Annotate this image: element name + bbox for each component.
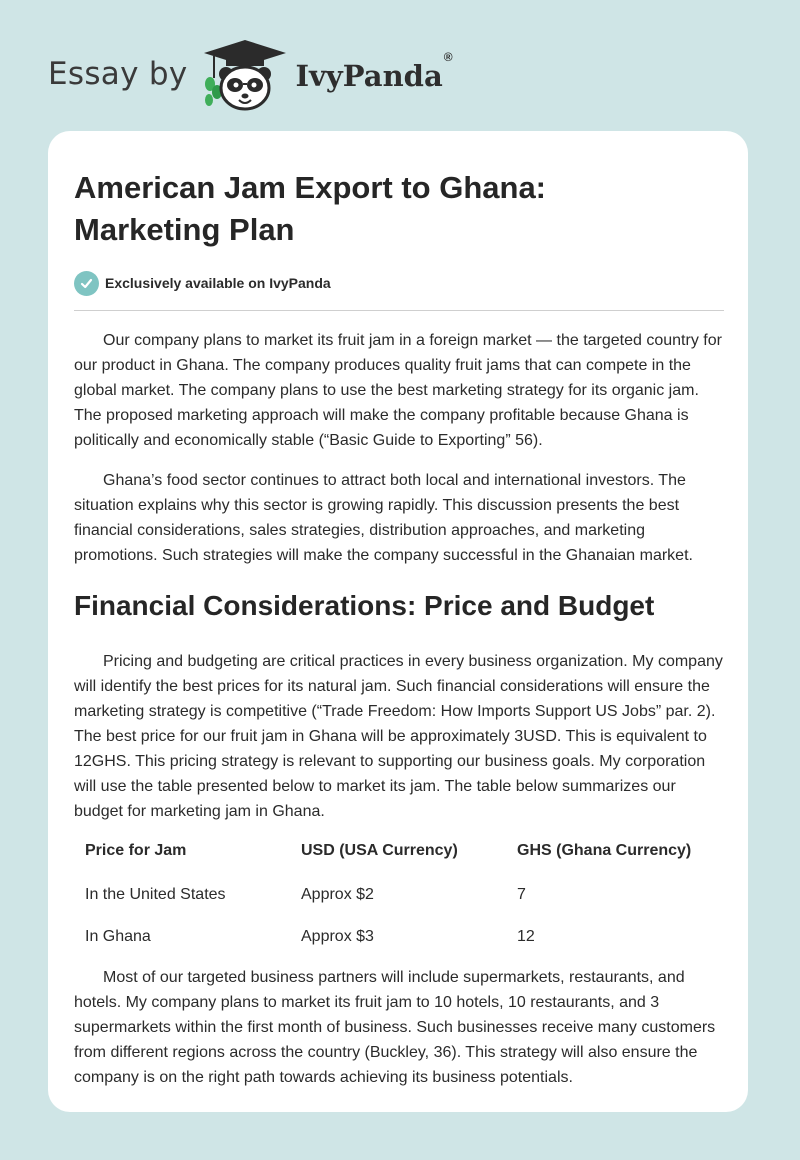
table-cell: In the United States	[85, 886, 226, 903]
check-circle-icon	[74, 271, 99, 296]
table-header-row	[74, 842, 724, 874]
essay-by-label: Essay by	[48, 56, 188, 92]
table-row	[74, 874, 724, 916]
paragraph-food-sector: Ghana’s food sector continues to attract both local and international investors. The situation explains why this sector is growing rapidly. This discussion presents the best financial considerations, sales strategies, distribution approaches, and marketing promotions. Such strategies will make the company successful in the Ghanaian market.	[74, 472, 693, 564]
exclusive-text: Exclusively available on IvyPanda	[105, 275, 331, 291]
table-cell: 7	[517, 886, 526, 903]
table-cell: In Ghana	[85, 928, 151, 945]
table-header-cell: GHS (Ghana Currency)	[517, 842, 692, 859]
panda-logo-icon	[202, 36, 288, 112]
essay-content	[74, 167, 724, 1090]
divider	[74, 310, 724, 311]
section-heading: Financial Considerations: Price and Budget	[74, 590, 655, 621]
site-header	[48, 34, 453, 114]
paragraph-partners: Most of our targeted business partners will include supermarkets, restaurants, and hotels. My company plans to market its fruit jam to 10 hotels, 10 restaurants, and 3 supermarkets within the first month of business. Such businesses receive many customers from different regions across the country (Buckley, 36). This strategy will also ensure the company is on the right path towards achieving its business potentials.	[74, 969, 716, 1086]
table-row	[74, 916, 724, 958]
table-header-cell: USD (USA Currency)	[301, 842, 458, 859]
table-header-cell: Price for Jam	[85, 842, 187, 859]
price-table	[74, 842, 724, 958]
registered-mark: ®	[443, 50, 453, 65]
paragraph-intro: Our company plans to market its fruit jam in a foreign market — the targeted country for our product in Ghana. The company produces quality fruit jams that can compete in the global market. The company plans to use the best marketing strategy for its organic jam. The proposed marketing approach will make the company profitable because Ghana is politically and economically stable (“Basic Guide to Exporting” 56).	[74, 332, 722, 449]
table-cell: Approx $2	[301, 886, 374, 903]
table-cell: Approx $3	[301, 928, 374, 945]
brand-name: IvyPanda®	[295, 50, 453, 93]
page-title	[74, 167, 724, 251]
exclusive-badge	[74, 270, 724, 296]
title-line-1: American Jam Export to Ghana:	[74, 170, 547, 205]
title-line-2: Marketing Plan	[74, 212, 295, 247]
essay-card	[48, 131, 748, 1112]
paragraph-pricing: Pricing and budgeting are critical practices in every business organization. My company will identify the best prices for its natural jam. Such financial considerations will ensure the marketing strategy is competitive (“Trade Freedom: How Imports Support US Jobs” par. 2). The best price for our fruit jam in Ghana will be approximately 3USD. This is equivalent to 12GHS. This pricing strategy is relevant to supporting our business goals. My corporation will use the table presented below to market its jam. The table below summarizes our budget for marketing jam in Ghana.	[74, 653, 723, 820]
table-cell: 12	[517, 928, 535, 945]
